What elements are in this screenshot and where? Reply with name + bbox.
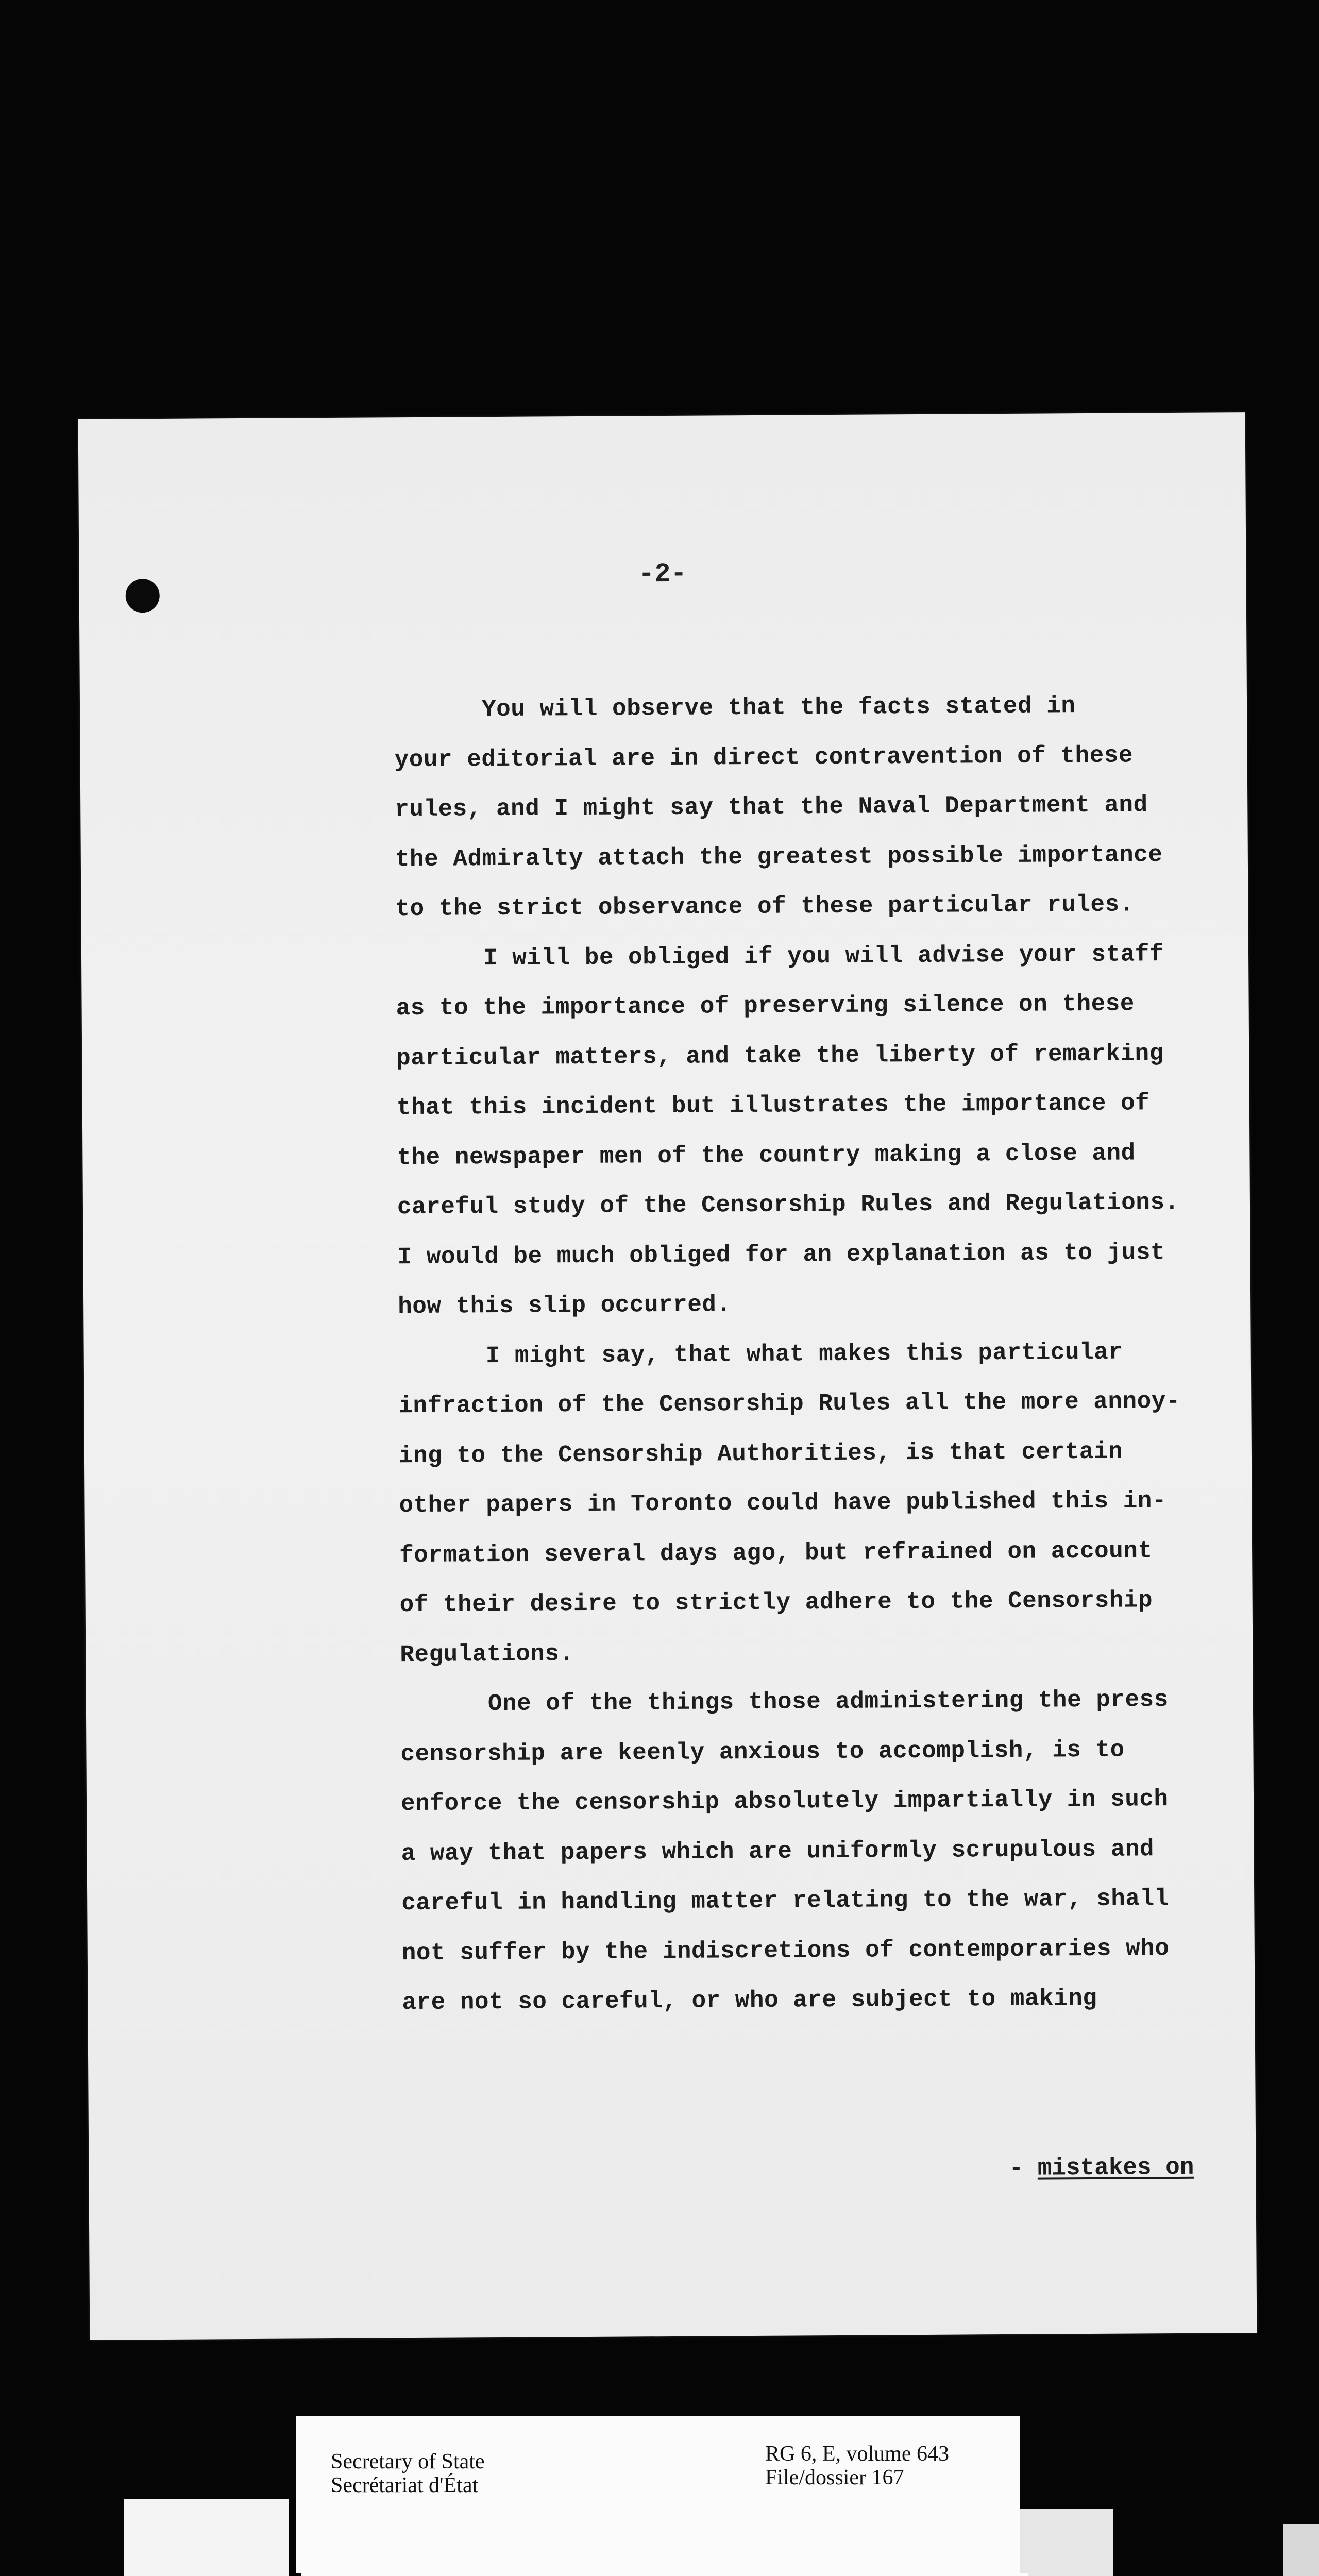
text-line: ing to the Censorship Authorities, is that certain xyxy=(398,1438,1123,1469)
text-line: the newspaper men of the country making a close and xyxy=(397,1139,1136,1171)
text-line: rules, and I might say that the Naval Department and xyxy=(395,791,1148,823)
text-line: I might say, that what makes this particular xyxy=(485,1338,1123,1369)
text-line: a way that papers which are uniformly scrupulous and xyxy=(401,1835,1155,1867)
text-line: Regulations. xyxy=(400,1640,574,1668)
edge-strip xyxy=(1283,2524,1319,2576)
text-line: careful study of the Censorship Rules and Regulations. xyxy=(397,1189,1179,1221)
file-reference: File/dossier 167 xyxy=(765,2466,904,2489)
page-number: -2- xyxy=(638,558,687,590)
text-line: to the strict observance of these particular rules. xyxy=(395,891,1134,923)
text-line: formation several days ago, but refrained on account xyxy=(399,1537,1153,1569)
department-french: Secrétariat d'État xyxy=(331,2473,479,2497)
archive-reference-label xyxy=(296,2416,1020,2573)
catchword xyxy=(946,2154,1194,2182)
text-line: of their desire to strictly adhere to the Censorship xyxy=(399,1587,1153,1619)
record-group-reference: RG 6, E, volume 643 xyxy=(765,2442,949,2466)
text-line: censorship are keenly anxious to accomplish, is to xyxy=(400,1736,1125,1768)
text-line: enforce the censorship absolutely impartially in such xyxy=(400,1786,1169,1818)
text-line: how this slip occurred. xyxy=(398,1291,731,1320)
text-line: One of the things those administering the press xyxy=(487,1686,1169,1718)
text-line: that this incident but illustrates the importance of xyxy=(396,1090,1150,1122)
catchword-text: mistakes on xyxy=(1037,2154,1194,2182)
text-line: I will be obliged if you will advise your staff xyxy=(483,940,1164,972)
text-line: I would be much obliged for an explanation as to just xyxy=(397,1239,1165,1270)
text-line: are not so careful, or who are subject to making xyxy=(402,1985,1097,2016)
text-line: as to the importance of preserving silence on these xyxy=(396,990,1135,1022)
text-line: other papers in Toronto could have published this in- xyxy=(399,1487,1167,1519)
document-page xyxy=(78,412,1257,2340)
text-line: careful in handling matter relating to the war, shall xyxy=(401,1885,1169,1917)
text-line: the Admiralty attach the greatest possible importance xyxy=(395,841,1163,873)
department-english: Secretary of State xyxy=(331,2450,485,2473)
archives-stamp-label xyxy=(301,2573,1028,2576)
text-line: You will observe that the facts stated in xyxy=(481,692,1076,723)
text-line: your editorial are in direct contravention of these xyxy=(394,741,1134,773)
text-line: infraction of the Censorship Rules all the more annoy- xyxy=(398,1387,1181,1420)
letter-body xyxy=(394,680,1268,2028)
label-tab-left xyxy=(124,2499,289,2576)
catchword-dash: - xyxy=(1009,2155,1038,2182)
text-line: not suffer by the indiscretions of contemporaries who xyxy=(401,1935,1170,1967)
text-line: particular matters, and take the liberty of remarking xyxy=(396,1040,1164,1072)
